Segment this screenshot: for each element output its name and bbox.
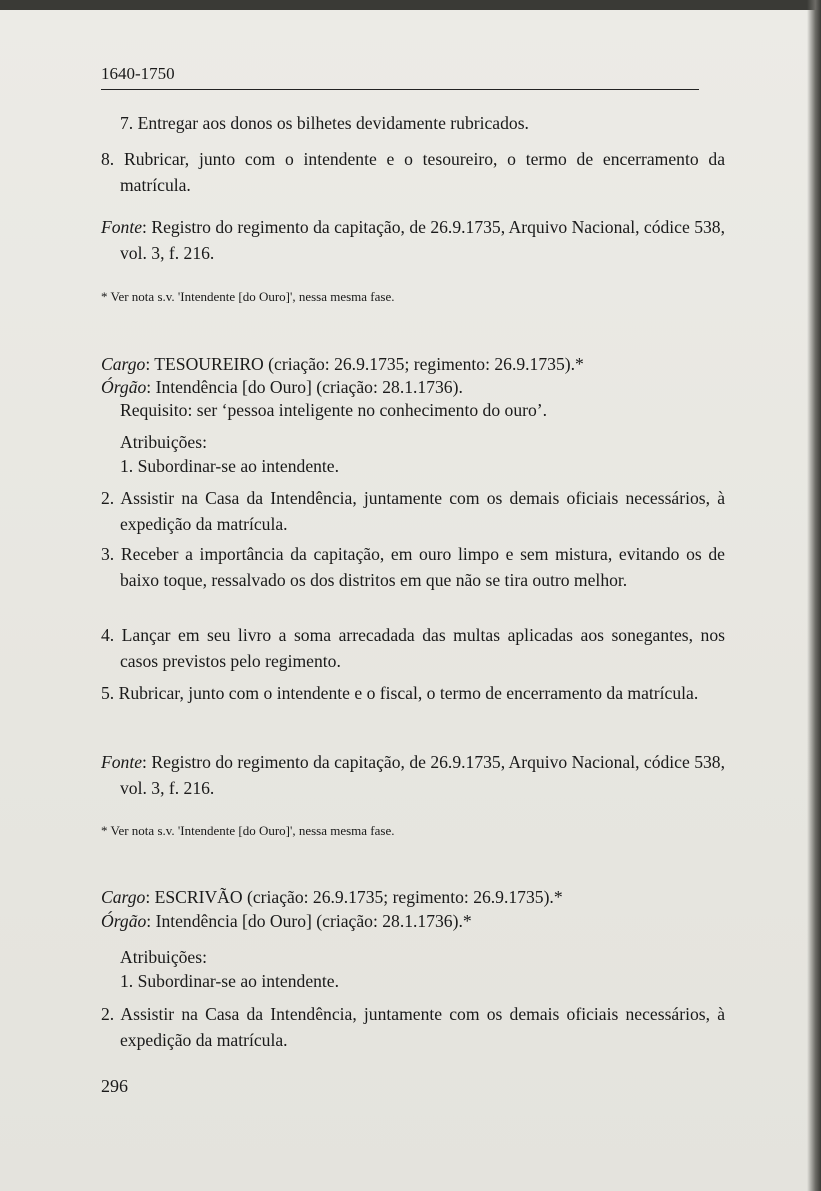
item-8: 8. Rubricar, junto com o intendente e o tesoureiro, o termo de encerramento da matrícula.: [101, 149, 725, 195]
item-2: 2. Assistir na Casa da Intendência, juntamente com os demais oficiais necessários, à expedição da matrícula.: [101, 1004, 725, 1050]
source-citation: [101, 749, 725, 801]
fonte-label: Fonte: [101, 752, 143, 772]
cargo-text: : ESCRIVÃO (criação: 26.9.1735; regimento: 26.9.1735).*: [145, 887, 563, 907]
atribuicoes-heading: Atribuições:: [120, 947, 207, 967]
orgao-label: Órgão: [101, 377, 147, 397]
item-3: 3. Receber a importância da capitação, em ouro limpo e sem mistura, evitando os de baixo toque, ressalvado os dos distritos em que não se tira outro melhor.: [101, 544, 725, 590]
scan-top-border: [0, 0, 821, 10]
item-1: 1. Subordinar-se ao intendente.: [120, 971, 340, 991]
source-citation: [101, 214, 725, 266]
orgao-text: : Intendência [do Ouro] (criação: 28.1.1736).: [146, 377, 463, 397]
cargo-text: : TESOUREIRO (criação: 26.9.1735; regimento: 26.9.1735).*: [145, 354, 584, 374]
running-head: 1640-1750: [101, 64, 175, 83]
footnote: * Ver nota s.v. 'Intendente [do Ouro]', nessa mesma fase.: [101, 289, 395, 304]
fonte-text: : Registro do regimento da capitação, de 26.9.1735, Arquivo Nacional, códice 538, vol. 3, f. 216.: [120, 752, 725, 798]
cargo-line: [101, 884, 563, 910]
orgao-line: [101, 908, 472, 934]
orgao-label: Órgão: [101, 911, 147, 931]
item-5: 5. Rubricar, junto com o intendente e o fiscal, o termo de encerramento da matrícula.: [101, 683, 699, 703]
fonte-label: Fonte: [101, 217, 143, 237]
footnote: * Ver nota s.v. 'Intendente [do Ouro]', nessa mesma fase.: [101, 823, 395, 838]
scan-right-edge: [807, 0, 821, 1191]
header-rule: [101, 89, 699, 90]
cargo-label: Cargo: [101, 354, 146, 374]
cargo-label: Cargo: [101, 887, 146, 907]
requisito: Requisito: ser ‘pessoa inteligente no conhecimento do ouro’.: [120, 400, 548, 420]
fonte-text: : Registro do regimento da capitação, de 26.9.1735, Arquivo Nacional, códice 538, vol. 3, f. 216.: [120, 217, 725, 263]
page-number: 296: [101, 1076, 128, 1096]
item-1: 1. Subordinar-se ao intendente.: [120, 456, 340, 476]
item-4: 4. Lançar em seu livro a soma arrecadada das multas aplicadas aos sonegantes, nos casos previstos pelo regimento.: [101, 625, 725, 671]
item-7: 7. Entregar aos donos os bilhetes devidamente rubricados.: [120, 113, 529, 133]
atribuicoes-heading: Atribuições:: [120, 432, 207, 452]
item-2: 2. Assistir na Casa da Intendência, juntamente com os demais oficiais necessários, à expedição da matrícula.: [101, 488, 725, 534]
orgao-text: : Intendência [do Ouro] (criação: 28.1.1736).*: [146, 911, 472, 931]
